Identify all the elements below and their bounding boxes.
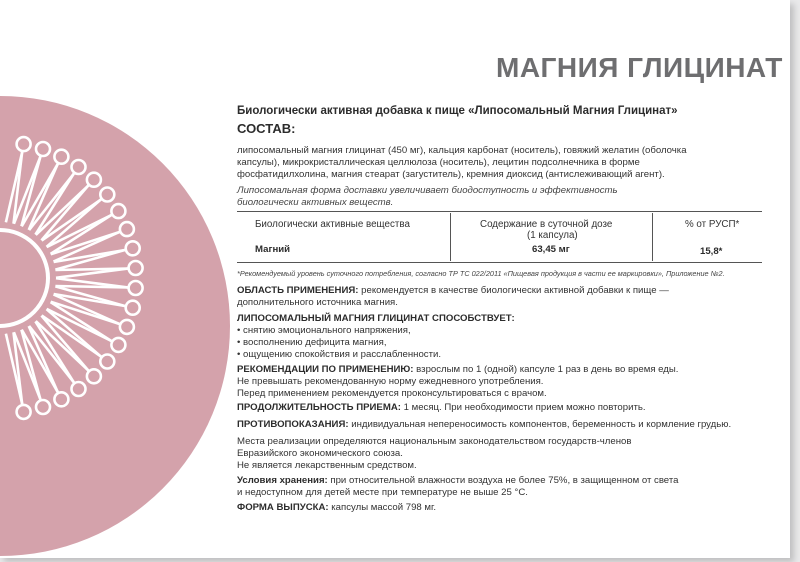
storage-line-2: и недоступном для детей месте при температуре не выше 25 °С. — [237, 487, 528, 498]
contra-label: ПРОТИВОПОКАЗАНИЯ: — [237, 419, 349, 430]
storage-text: при относительной влажности воздуха не более 75%, в защищенном от света — [327, 475, 679, 486]
composition-line: фосфатидилхолина, магния стеарат (загуститель), кремния диоксид (антислеживающий агент). — [237, 169, 665, 180]
application-label: ОБЛАСТЬ ПРИМЕНЕНИЯ: — [237, 285, 359, 296]
table-header: Биологически активные вещества — [255, 219, 410, 230]
sales-line: Не является лекарственным средством. — [237, 460, 417, 471]
table-header: Содержание в суточной дозе — [480, 219, 613, 230]
usage-line-2: Не превышать рекомендованную норму ежедневного употребления. — [237, 376, 544, 387]
composition-heading: СОСТАВ: — [237, 121, 296, 136]
liposome-note: Липосомальная форма доставки увеличивает биодоступность и эффективность — [237, 185, 618, 196]
usage-line — [237, 364, 678, 376]
usage-label: РЕКОМЕНДАЦИИ ПО ПРИМЕНЕНИЮ: — [237, 364, 414, 375]
table-footnote: *Рекомендуемый уровень суточного потребления, согласно ТР ТС 022/2011 «Пищевая продукция в части ее маркировки», Приложение №2. — [237, 269, 725, 278]
liposome-circle — [0, 96, 230, 556]
form-text: капсулы массой 798 мг. — [328, 502, 437, 513]
subtitle: Биологически активная добавка к пище «Липосомальный Магния Глицинат» — [237, 105, 678, 117]
storage-label: Условия хранения: — [237, 475, 328, 486]
duration-label: ПРОДОЛЖИТЕЛЬНОСТЬ ПРИЕМА: — [237, 402, 401, 413]
composition-line: липосомальный магния глицинат (450 мг), кальция карбонат (носитель), говяжий желатин (оболочка — [237, 145, 687, 156]
application-line-2: дополнительного источника магния. — [237, 297, 398, 308]
sales-line: Места реализации определяются национальным законодательством государств-членов — [237, 436, 632, 447]
storage-line — [237, 475, 678, 487]
form-label: ФОРМА ВЫПУСКА: — [237, 502, 329, 513]
composition-line: капсулы), микрокристаллическая целлюлоза (носитель), лецитин подсолнечника в форме — [237, 157, 640, 168]
table-cell-amount: 63,45 мг — [532, 244, 570, 255]
lipid-tail — [55, 286, 127, 287]
application-line — [237, 285, 669, 297]
usage-text: взрослым по 1 (одной) капсуле 1 раз в день во время еды. — [413, 364, 679, 375]
liposome-note: биологически активных веществ. — [237, 197, 394, 208]
form-line — [237, 502, 436, 514]
liposome-graphic — [0, 96, 232, 556]
table-header: (1 капсула) — [527, 230, 578, 241]
table-cell-substance: Магний — [255, 244, 291, 255]
product-title: МАГНИЯ ГЛИЦИНАТ — [496, 52, 783, 83]
sales-line: Евразийского экономического союза. — [237, 448, 403, 459]
benefits-heading: ЛИПОСОМАЛЬНЫЙ МАГНИЯ ГЛИЦИНАТ СПОСОБСТВУЕТ: — [237, 313, 515, 324]
table-cell-percent: 15,8* — [700, 246, 723, 257]
contra-text: индивидуальная непереносимость компонентов, беременность и кормление грудью. — [348, 419, 732, 430]
benefit-item: • снятию эмоционального напряжения, — [237, 325, 411, 336]
table-header: % от РУСП* — [685, 219, 740, 230]
usage-line-3: Перед применением рекомендуется проконсультироваться с врачом. — [237, 388, 547, 399]
duration-line — [237, 402, 646, 414]
benefit-item: • восполнению дефицита магния, — [237, 337, 387, 348]
application-text: рекомендуется в качестве биологически активной добавки к пище — — [358, 285, 669, 296]
contra-line — [237, 419, 731, 431]
benefit-item: • ощущению спокойствия и расслабленности. — [237, 349, 441, 360]
duration-text: 1 месяц. При необходимости прием можно повторить. — [400, 402, 646, 413]
